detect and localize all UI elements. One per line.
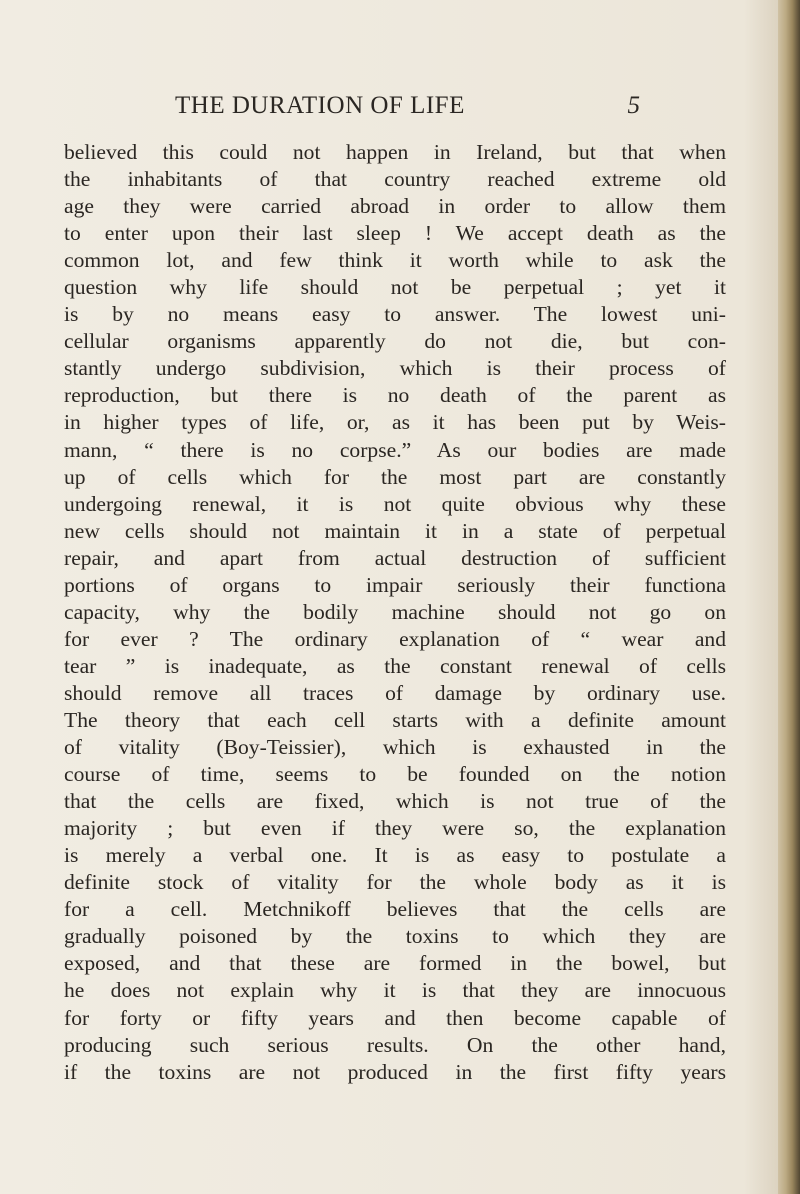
running-head: THE DURATION OF LIFE: [175, 92, 465, 119]
text-line: stantly undergo subdivision, which is their process of: [64, 356, 726, 381]
text-line: portions of organs to impair seriously their functiona: [64, 572, 726, 597]
text-line: should remove all traces of damage by ordinary use.: [64, 680, 726, 705]
text-line: the inhabitants of that country reached extreme old: [64, 167, 726, 192]
text-line: majority ; but even if they were so, the explanation: [64, 816, 726, 841]
page-header: [175, 92, 640, 126]
text-line: believed this could not happen in Ireland, but that when: [64, 140, 726, 164]
text-line: cellular organisms apparently do not die, but con-: [64, 329, 726, 354]
text-line: tear ” is inadequate, as the constant renewal of cells: [64, 653, 726, 678]
text-line: up of cells which for the most part are constantly: [64, 464, 726, 489]
text-line: gradually poisoned by the toxins to which they are: [64, 924, 726, 949]
text-line: in higher types of life, or, as it has been put by Weis-: [64, 410, 726, 435]
text-line: mann, “ there is no corpse.” As our bodies are made: [64, 437, 726, 462]
text-line: course of time, seems to be founded on the notion: [64, 762, 726, 787]
body-text: [64, 139, 726, 1086]
text-line: for forty or fifty years and then become capable of: [64, 1005, 726, 1030]
text-line: of vitality (Boy-Teissier), which is exhausted in the: [64, 735, 726, 760]
text-line: The theory that each cell starts with a definite amount: [64, 707, 726, 732]
text-line: common lot, and few think it worth while to ask the: [64, 248, 726, 273]
text-line: exposed, and that these are formed in the bowel, but: [64, 951, 726, 976]
text-line: to enter upon their last sleep ! We accept death as the: [64, 221, 726, 246]
text-line: question why life should not be perpetual ; yet it: [64, 275, 726, 300]
text-line: definite stock of vitality for the whole body as it is: [64, 870, 726, 895]
text-line: capacity, why the bodily machine should not go on: [64, 599, 726, 624]
text-line: age they were carried abroad in order to allow them: [64, 194, 726, 219]
text-line: new cells should not maintain it in a state of perpetual: [64, 518, 726, 543]
text-line: he does not explain why it is that they are innocuous: [64, 978, 726, 1003]
text-line: reproduction, but there is no death of the parent as: [64, 383, 726, 408]
text-line: is merely a verbal one. It is as easy to postulate a: [64, 843, 726, 868]
page-number: 5: [627, 92, 640, 119]
text-line: for ever ? The ordinary explanation of “ wear and: [64, 626, 726, 651]
book-spine-edge: [778, 0, 800, 1194]
text-line: undergoing renewal, it is not quite obvious why these: [64, 491, 726, 516]
text-line: repair, and apart from actual destruction of sufficient: [64, 545, 726, 570]
text-line: for a cell. Metchnikoff believes that the cells are: [64, 897, 726, 922]
text-line: if the toxins are not produced in the first fifty years: [64, 1059, 726, 1084]
text-line: that the cells are fixed, which is not true of the: [64, 789, 726, 814]
text-line: producing such serious results. On the other hand,: [64, 1032, 726, 1057]
text-line: is by no means easy to answer. The lowest uni-: [64, 302, 726, 327]
